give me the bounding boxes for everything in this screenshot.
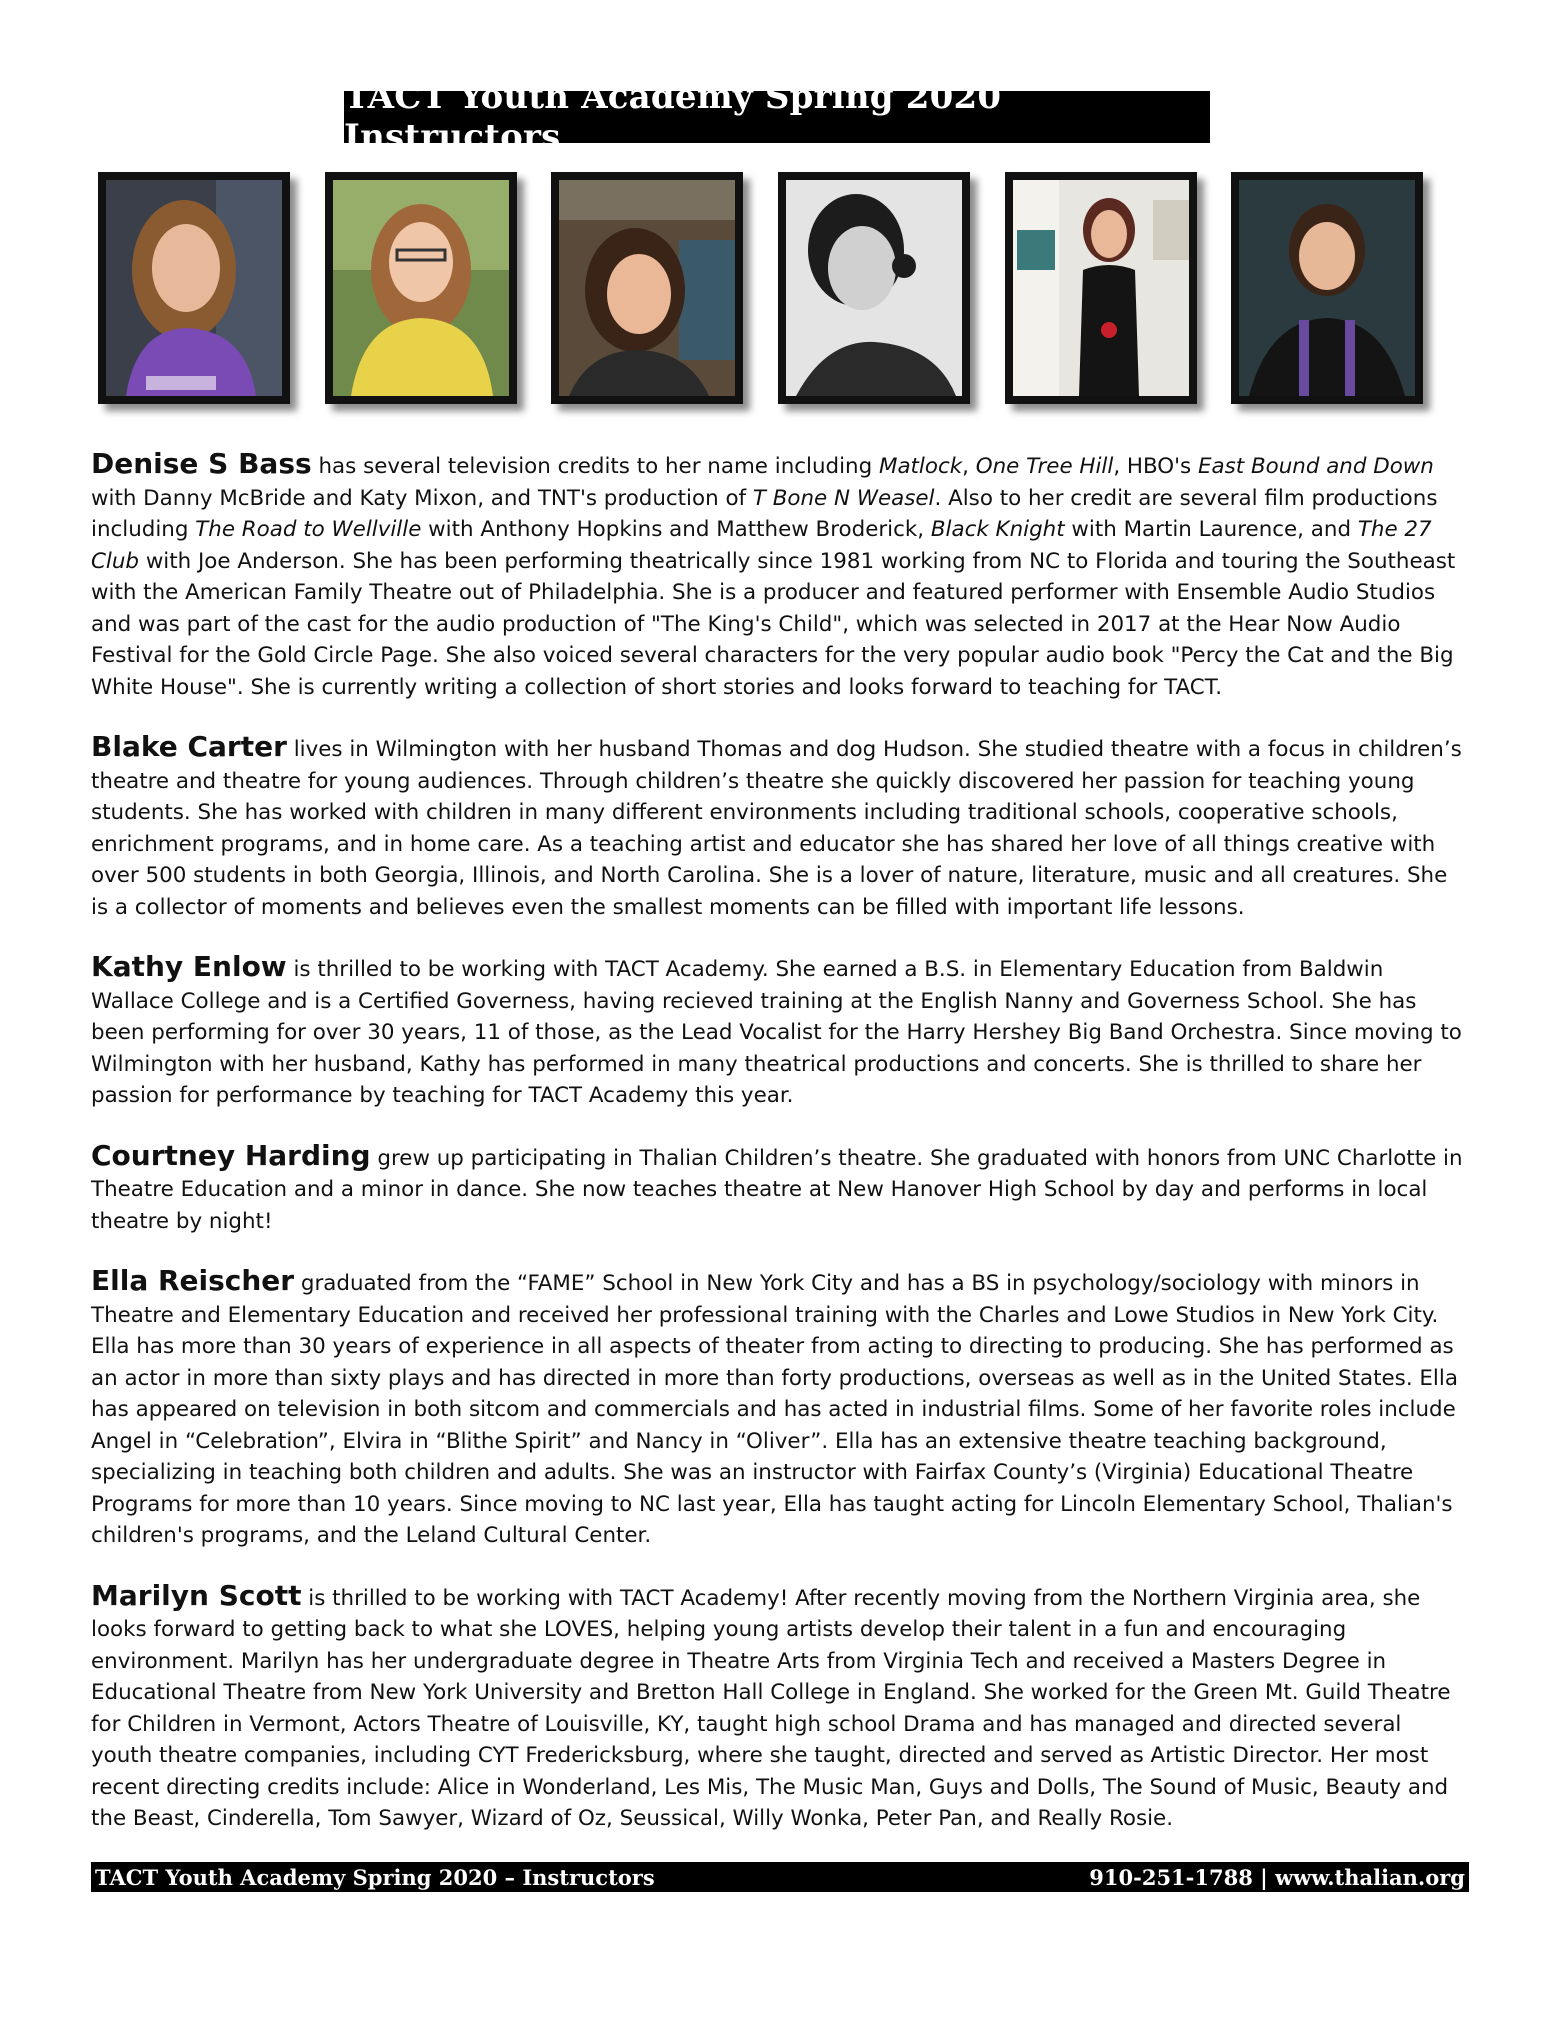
- portrait-image: [106, 180, 282, 396]
- portrait-image: [786, 180, 962, 396]
- instructor-photo-marilyn: [1231, 172, 1423, 404]
- portrait-image: [1239, 180, 1415, 396]
- film-title: The Road to Wellville: [195, 517, 422, 542]
- bio-text: with Danny McBride and Katy Mixon, and TNT's production of: [91, 485, 753, 511]
- bio-text: with Joe Anderson. She has been performing theatrically since 1981 working from NC to Florida and touring the Southeast with the American Family Theatre out of Philadelphia. She is a producer and featured performer with Ensemble Audio Studios and was part of the cast for the audio production of "The King's Child", which was selected in 2017 at the Hear Now Audio Festival for the Gold Circle Page. She also voiced several characters for the very popular audio book "Percy the Cat and the Big White House". She is currently writing a collection of short stories and looks forward to teaching for TACT.: [91, 548, 1456, 700]
- bio-text: graduated from the “FAME” School in New York City and has a BS in psychology/sociology with minors in Theatre and Elementary Education and received her professional training with the Charles and Lowe Studios in New York City. Ella has more than 30 years of experience in all aspects of theater from acting to directing to producing. She has performed as an actor in more than sixty plays and has directed in more than forty productions, overseas as well as in the United States. Ella has appeared on television in both sitcom and commercials and has acted in industrial films. Some of her favorite roles include Angel in “Celebration”, Elvira in “Blithe Spirit” and Nancy in “Oliver”. Ella has an extensive theatre teaching background, specializing in teaching both children and adults. She was an instructor with Fairfax County’s (Virginia) Educational Theatre Programs for more than 10 years. Since moving to NC last year, Ella has taught acting for Lincoln Elementary School, Thalian's children's programs, and the Leland Cultural Center.: [91, 1271, 1458, 1548]
- bio-kathy: [91, 951, 1469, 1112]
- show-title: East Bound and Down: [1197, 454, 1434, 479]
- bio-blake: [91, 731, 1469, 923]
- instructor-photo-denise: [98, 172, 290, 404]
- bio-marilyn: [91, 1580, 1469, 1835]
- instructor-photo-blake: [325, 172, 517, 404]
- show-title: T Bone N Weasel: [752, 485, 935, 511]
- portrait-image: [559, 180, 735, 396]
- bio-ella: [91, 1265, 1469, 1552]
- instructor-photos: [0, 172, 1564, 410]
- bio-text: with Anthony Hopkins and Matthew Broderick,: [421, 517, 931, 542]
- film-title: Black Knight: [930, 517, 1065, 542]
- film-title: The 27 Club: [91, 517, 1432, 574]
- instructor-photo-ella: [1005, 172, 1197, 404]
- bio-text: is thrilled to be working with TACT Academy. She earned a B.S. in Elementary Education from Baldwin Wallace College and is a Certified Governess, having recieved training at the English Nanny and Governess School. She has been performing for over 30 years, 11 of those, as the Lead Vocalist for the Harry Hershey Big Band Orchestra. Since moving to Wilmington with her husband, Kathy has performed in many theatrical productions and concerts. She is thrilled to share her passion for performance by teaching for TACT Academy this year.: [91, 957, 1462, 1108]
- bio-text: ,: [962, 454, 976, 479]
- bio-text: is thrilled to be working with TACT Academy! After recently moving from the Northern Virginia area, she looks forward to getting back to what she LOVES, helping young artists develop their talent in a fun and encouraging environment. Marilyn has her undergraduate degree in Theatre Arts from Virginia Tech and received a Masters Degree in Educational Theatre from New York University and Bretton Hall College in England. She worked for the Green Mt. Guild Theatre for Children in Vermont, Actors Theatre of Louisville, KY, taught high school Drama and has managed and directed several youth theatre companies, including CYT Fredericksburg, where she taught, directed and served as Artistic Director. Her most recent directing credits include: Alice in Wonderland, Les Mis, The Music Man, Guys and Dolls, The Sound of Music, Beauty and the Beast, Cinderella, Tom Sawyer, Wizard of Oz, Seussical, Willy Wonka, Peter Pan, and Really Rosie.: [91, 1585, 1451, 1831]
- bio-text: grew up participating in Thalian Children’s theatre. She graduated with honors from UNC Charlotte in Theatre Education and a minor in dance. She now teaches theatre at New Hanover High School by day and performs in local theatre by night!: [91, 1145, 1463, 1234]
- instructor-name: Ella Reischer: [91, 1264, 295, 1297]
- page-title: TACT Youth Academy Spring 2020 Instructors: [344, 91, 1210, 143]
- instructor-name: Denise S Bass: [91, 447, 312, 480]
- show-title: One Tree Hill: [975, 454, 1114, 479]
- instructor-name: Kathy Enlow: [91, 950, 287, 983]
- footer-contact: 910-251-1788 | www.thalian.org: [1089, 1864, 1465, 1890]
- instructor-bios: [91, 448, 1469, 1863]
- footer-title: TACT Youth Academy Spring 2020 – Instructors: [95, 1864, 655, 1890]
- bio-text: with Martin Laurence, and: [1064, 517, 1358, 542]
- instructor-photo-kathy: [551, 172, 743, 404]
- bio-text: , HBO's: [1113, 454, 1198, 479]
- bio-text: . Also to her credit are several film productions including: [91, 485, 1438, 542]
- portrait-image: [333, 180, 509, 396]
- instructor-name: Marilyn Scott: [91, 1578, 302, 1612]
- bio-courtney: [91, 1140, 1469, 1238]
- instructor-photo-courtney: [778, 172, 970, 404]
- page-footer: [91, 1862, 1469, 1892]
- bio-text: lives in Wilmington with her husband Thomas and dog Hudson. She studied theatre with a focus in children’s theatre and theatre for young audiences. Through children’s theatre she quickly discovered her passion for teaching young students. She has worked with children in many different environments including traditional schools, cooperative schools, enrichment programs, and in home care. As a teaching artist and educator she has shared her love of all things creative with over 500 students in both Georgia, Illinois, and North Carolina. She is a lover of nature, literature, music and all creatures. She is a collector of moments and believes even the smallest moments can be filled with important life lessons.: [91, 737, 1462, 920]
- show-title: Matlock: [878, 454, 963, 479]
- bio-text: has several television credits to her name including: [311, 454, 879, 479]
- bio-denise: [91, 448, 1469, 703]
- portrait-image: [1013, 180, 1189, 396]
- instructor-name: Courtney Harding: [91, 1138, 371, 1172]
- instructor-name: Blake Carter: [91, 730, 287, 763]
